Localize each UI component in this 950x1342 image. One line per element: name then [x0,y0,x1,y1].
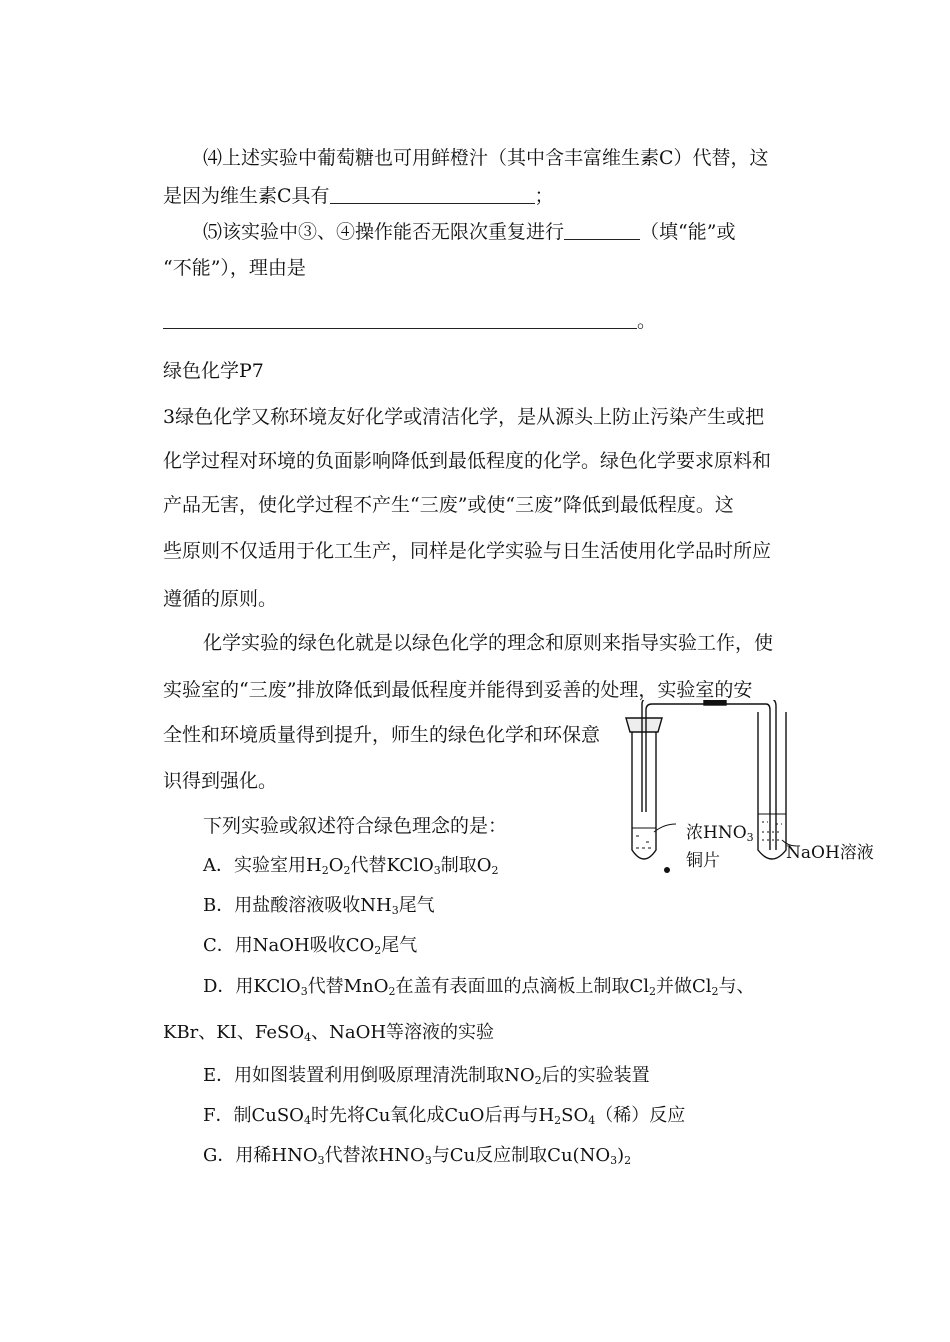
q4-line2-end: ； [534,185,554,207]
passage-line: 化学过程对环境的负面影响降低到最低程度的化学。绿色化学要求原料和 [163,450,772,472]
passage-line: 识得到强化。 [163,770,278,792]
option-a[interactable]: A．实验室用$H_2O_2$代替KClO$_3$制取$O_2$ [203,855,499,877]
passage-line: 遵循的原则。 [163,588,278,610]
right-test-tube [758,712,786,859]
q5-line3 [163,308,656,334]
label-naoh: NaOH溶液 [786,843,874,863]
q5-line1-b: （填“能”或 [640,221,736,243]
q4-line2-text: 是因为维生素C具有 [163,185,330,207]
section-title: 绿色化学P7 [163,360,264,382]
option-b[interactable]: B．用盐酸溶液吸收$NH_3$尾气 [203,895,435,917]
label-conc-hno3: 浓$HNO_3$ [686,823,754,844]
q5-line2: “不能”），理由是 [163,257,306,279]
option-c[interactable]: C．用NaOH吸收$CO_2$尾气 [203,935,418,957]
option-g[interactable]: G．用稀$HNO_3$代替浓$HNO_3$与Cu反应制取$Cu(NO_3)_2$ [203,1145,632,1167]
passage-line: 实验室的“三废”排放降低到最低程度并能得到妥善的处理，实验室的安 [163,679,753,701]
question-stem: 下列实验或叙述符合绿色理念的是： [203,815,508,837]
option-d[interactable]: D．用KClO$_3$代替MnO$_2$在盖有表面皿的点滴板上制取$Cl_2$并做$Cl_2$与、 [203,976,755,998]
passage-line: 产品无害，使化学过程不产生“三废”或使“三废”降低到最低程度。这 [163,494,734,516]
q5-line3-end: 。 [637,310,657,332]
left-test-tube [632,732,656,859]
copper-dot [664,867,670,873]
passage-line: 全性和环境质量得到提升，师生的绿色化学和环保意 [163,724,601,746]
answer-blank-q5a[interactable] [564,221,640,240]
label-copper: 铜片 [686,851,720,871]
q5-line1-a: ⑸该实验中③、④操作能否无限次重复进行 [203,221,565,243]
option-f[interactable]: F．制CuSO$_4$时先将Cu氧化成CuO后再与$H_2SO_4$（稀）反应 [203,1105,686,1127]
q4-line1: ⑷上述实验中葡萄糖也可用鲜橙汁（其中含丰富维生素C）代替，这 [203,147,769,169]
passage-line: 些原则不仅适用于化工生产，同样是化学实验与日生活使用化学品时所应 [163,540,772,562]
option-e[interactable]: E．用如图装置利用倒吸原理清洗制取$NO_2$后的实验装置 [203,1065,650,1087]
q5-line1 [203,219,735,245]
option-d-continued: KBr、KI、FeSO$_4$、NaOH等溶液的实验 [163,1022,495,1044]
answer-blank-q5b[interactable] [163,310,637,329]
passage-line: 3绿色化学又称环境友好化学或清洁化学，是从源头上防止污染产生或把 [163,406,765,428]
answer-blank-q4[interactable] [330,185,535,204]
passage-line: 化学实验的绿色化就是以绿色化学的理念和原则来指导实验工作，使 [203,632,774,654]
stopper [626,718,662,732]
q4-line2 [163,183,554,209]
